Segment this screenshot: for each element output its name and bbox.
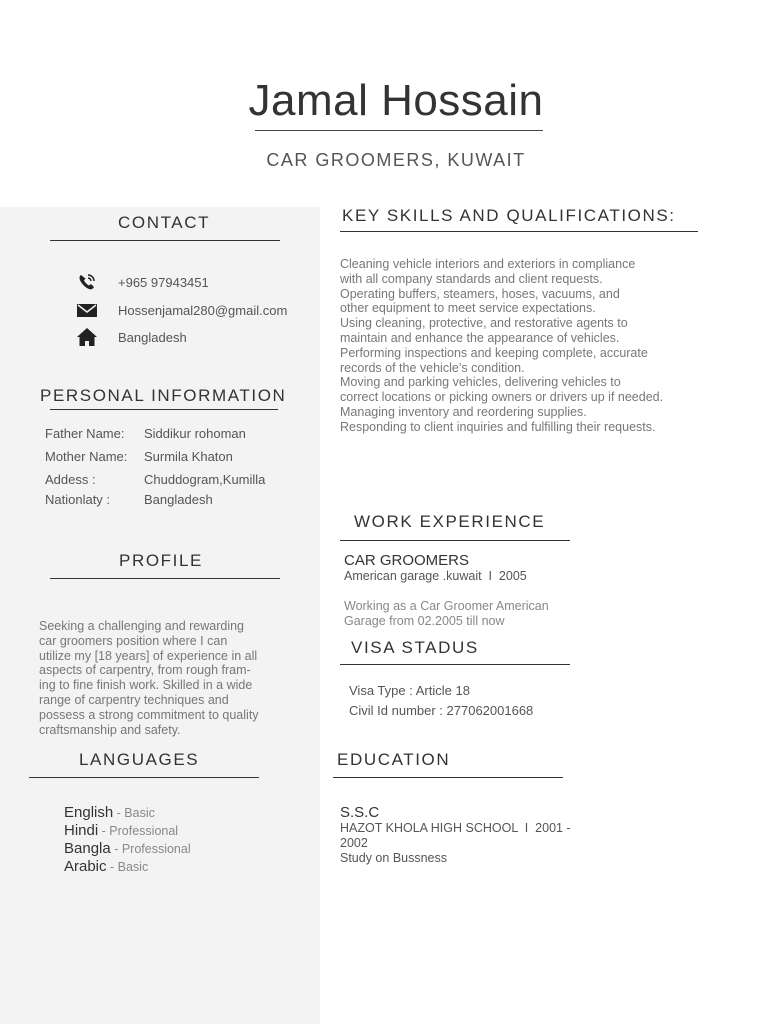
skills-line: Moving and parking vehicles, delivering vehicles to — [340, 375, 621, 390]
mother-name-value: Surmila Khaton — [144, 449, 233, 464]
civil-id: Civil Id number : 277062001668 — [349, 703, 534, 718]
language-level: - Professional — [110, 842, 191, 856]
profile-heading: PROFILE — [119, 551, 203, 570]
address-label: Addess : — [45, 472, 96, 487]
work-divider — [340, 540, 570, 541]
language-name: Bangla — [64, 840, 111, 857]
education-study: Study on Bussness — [340, 851, 448, 865]
skills-line: Performing inspections and keeping complete, accurate — [340, 345, 648, 360]
skills-line: Managing inventory and reordering supplies. — [340, 404, 587, 419]
nationality-value: Bangladesh — [144, 492, 213, 507]
skills-line: correct locations or picking owners or drivers up if needed. — [340, 390, 664, 405]
education-heading: EDUCATION — [337, 750, 451, 769]
profile-line: car groomers position where I can — [39, 633, 228, 648]
education-degree: S.S.C — [340, 804, 380, 821]
languages-heading: LANGUAGES — [79, 750, 200, 769]
profile-line: aspects of carpentry, from rough fram- — [39, 663, 251, 678]
father-name-label: Father Name: — [45, 426, 125, 441]
skills-divider — [340, 231, 698, 232]
visa-type: Visa Type : Article 18 — [349, 683, 470, 698]
father-name-value: Siddikur rohoman — [144, 426, 246, 441]
skills-heading: KEY SKILLS AND QUALIFICATIONS: — [342, 206, 676, 225]
skills-line: maintain and enhance the appearance of vehicles. — [340, 330, 620, 345]
language-level: - Professional — [98, 824, 179, 838]
job-subtitle: CAR GROOMERS, KUWAIT — [266, 150, 526, 170]
contact-divider — [50, 240, 280, 241]
profile-line: craftsmanship and safety. — [39, 722, 181, 737]
profile-line: range of carpentry techniques and — [39, 692, 229, 707]
profile-line: ing to fine finish work. Skilled in a wide — [39, 678, 253, 693]
language-name: Arabic — [64, 858, 107, 875]
skills-line: Operating buffers, steamers, hoses, vacuums, and — [340, 286, 620, 301]
profile-text — [39, 619, 309, 737]
profile-line: possess a strong commitment to quality — [39, 707, 259, 722]
mother-name-label: Mother Name: — [45, 449, 128, 464]
work-desc-line: Garage from 02.2005 till now — [344, 614, 505, 628]
education-school — [340, 821, 600, 851]
skills-line: other equipment to meet service expectations. — [340, 301, 596, 316]
mail-icon — [76, 300, 98, 320]
language-name: Hindi — [64, 822, 99, 839]
language-level: - Basic — [113, 806, 155, 820]
language-name: English — [64, 804, 114, 821]
work-company: American garage .kuwait I 2005 — [344, 569, 527, 583]
phone-text: +965 97943451 — [118, 274, 209, 290]
profile-line: utilize my [18 years] of experience in all — [39, 648, 258, 663]
work-role: CAR GROOMERS — [344, 552, 470, 569]
personal-info-divider — [50, 409, 278, 410]
language-item — [64, 840, 191, 857]
education-divider — [333, 777, 563, 778]
language-item — [64, 822, 178, 839]
home-icon — [76, 327, 98, 347]
name-divider — [255, 130, 543, 131]
visa-heading: VISA STADUS — [351, 638, 479, 657]
contact-heading: CONTACT — [118, 213, 211, 232]
person-name: Jamal Hossain — [248, 76, 544, 125]
language-item — [64, 858, 148, 875]
phone-icon — [76, 272, 98, 292]
work-description — [344, 599, 604, 629]
nationality-label: Nationlaty : — [45, 492, 111, 507]
language-item — [64, 804, 155, 821]
personal-info-heading: PERSONAL INFORMATION — [40, 386, 287, 405]
language-level: - Basic — [106, 860, 149, 874]
work-heading: WORK EXPERIENCE — [354, 512, 546, 531]
email-text: Hossenjamal280@gmail.com — [118, 302, 288, 318]
profile-divider — [50, 578, 280, 579]
languages-divider — [29, 777, 259, 778]
skills-line: Using cleaning, protective, and restorative agents to — [340, 316, 628, 331]
work-desc-line: Working as a Car Groomer American — [344, 599, 549, 613]
visa-divider — [340, 664, 570, 665]
skills-line: Responding to client inquiries and fulfilling their requests. — [340, 419, 656, 434]
skills-text — [340, 257, 740, 435]
skills-line: Cleaning vehicle interiors and exteriors in compliance — [340, 257, 636, 271]
skills-line: records of the vehicle’s condition. — [340, 360, 525, 375]
contact-address — [76, 327, 187, 347]
address-text: Bangladesh — [118, 329, 187, 345]
skills-line: with all company standards and client requests. — [340, 271, 603, 286]
profile-line: Seeking a challenging and rewarding — [39, 619, 245, 633]
contact-phone[interactable] — [76, 272, 209, 292]
contact-email[interactable] — [76, 300, 287, 320]
education-school-line: 2002 — [340, 836, 368, 850]
address-value: Chuddogram,Kumilla — [144, 472, 266, 487]
education-school-line: HAZOT KHOLA HIGH SCHOOL I 2001 - — [340, 821, 571, 835]
